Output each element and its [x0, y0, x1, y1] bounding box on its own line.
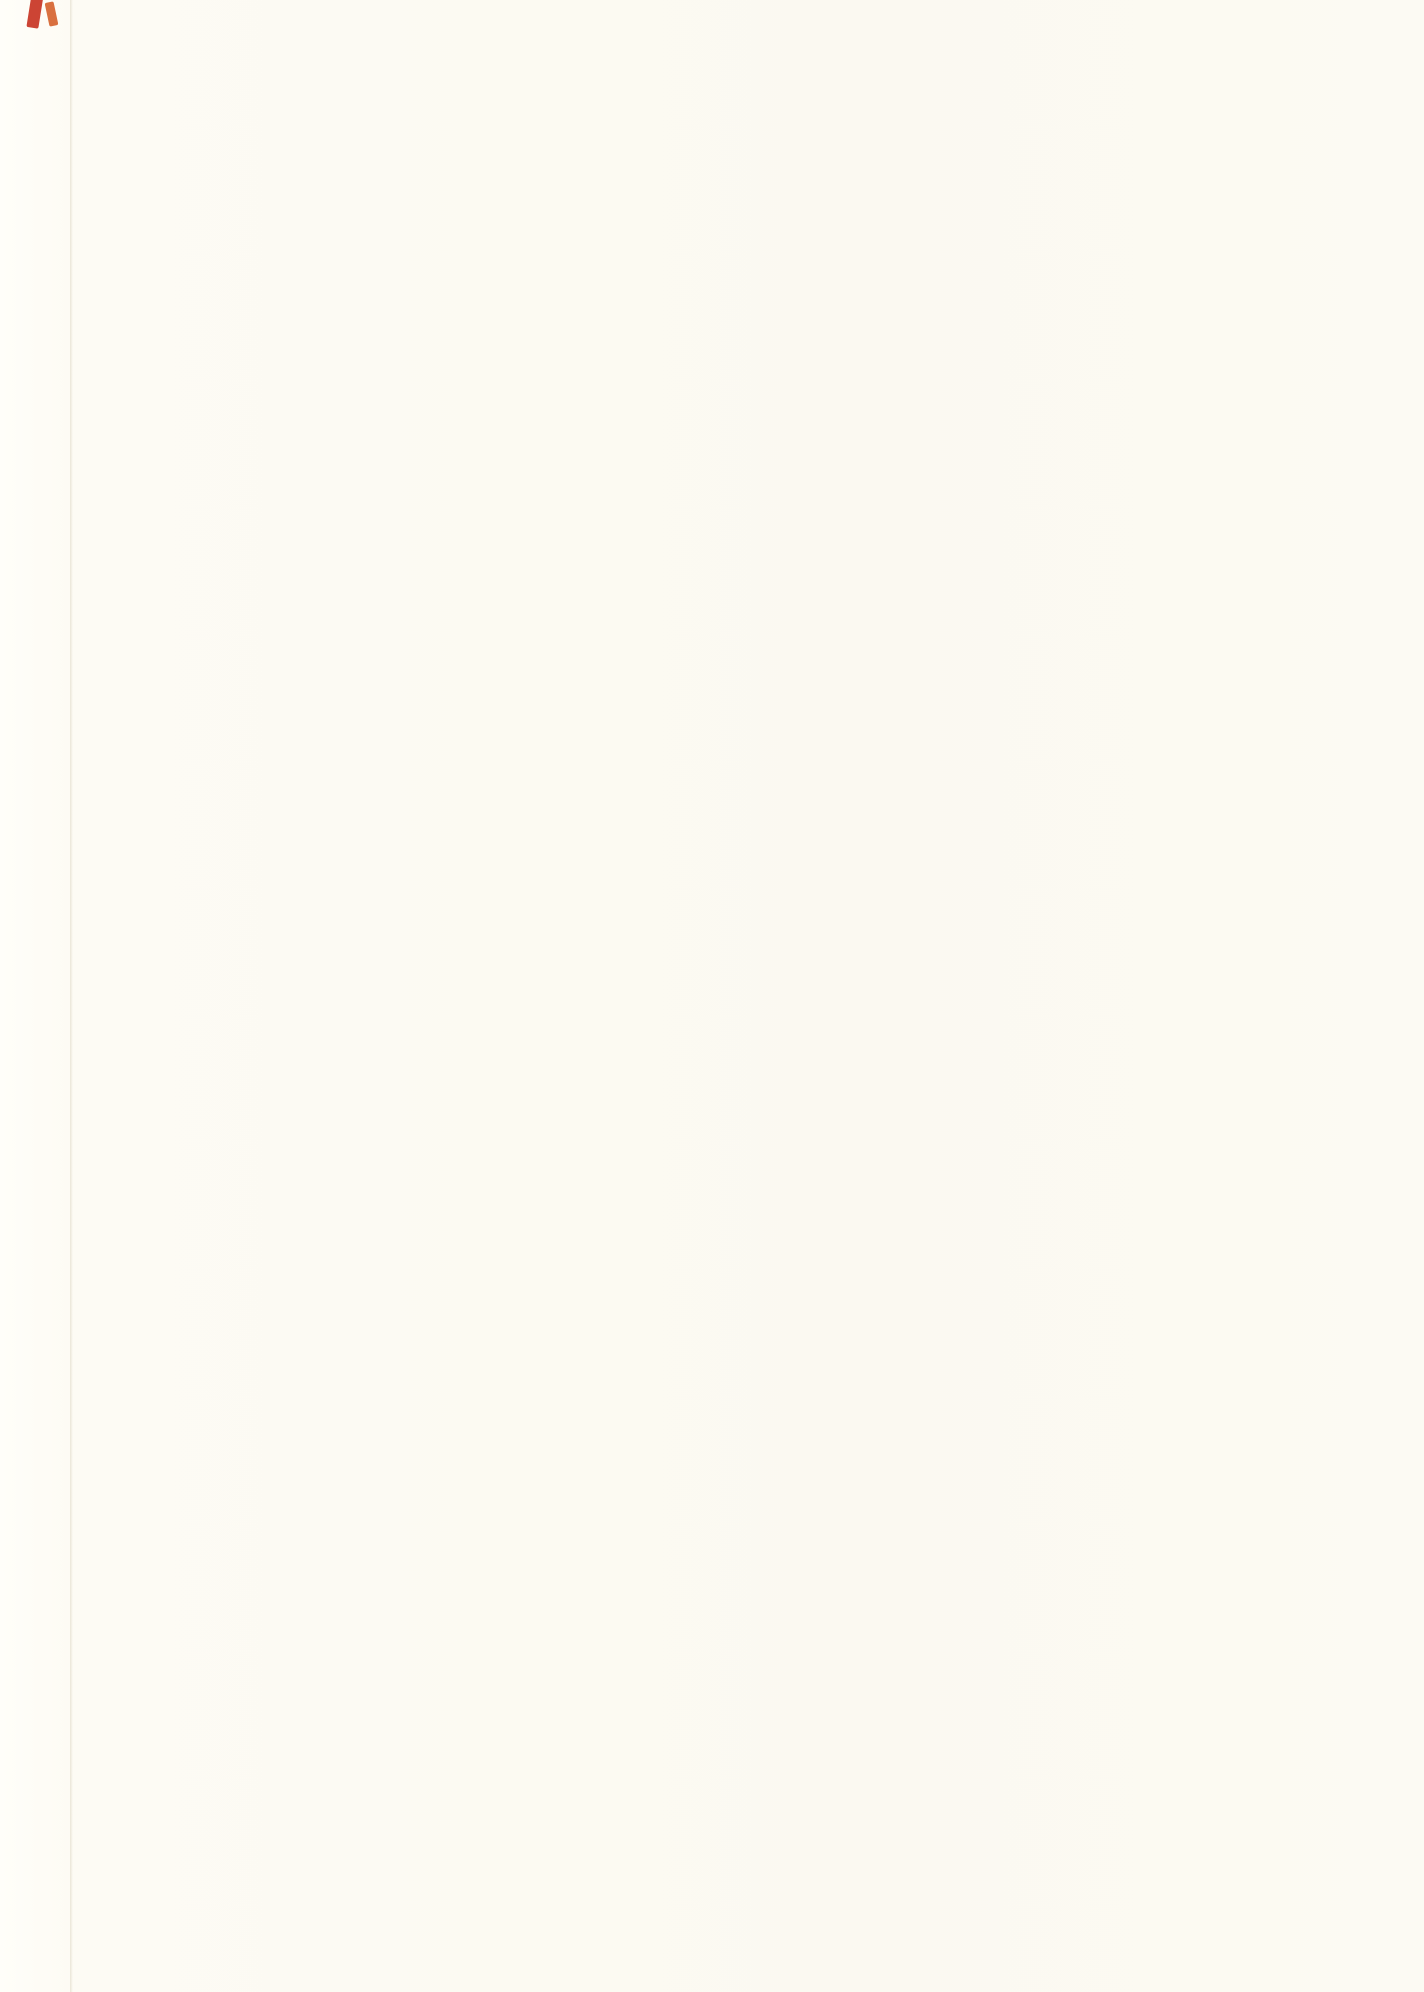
- toc-content: [168, 0, 1028, 250]
- page-edge-shadow: [70, 0, 73, 1992]
- scan-artifact-red-mark: [26, 0, 43, 29]
- page-title: [168, 0, 1028, 250]
- scan-artifact-red-mark: [45, 1, 59, 26]
